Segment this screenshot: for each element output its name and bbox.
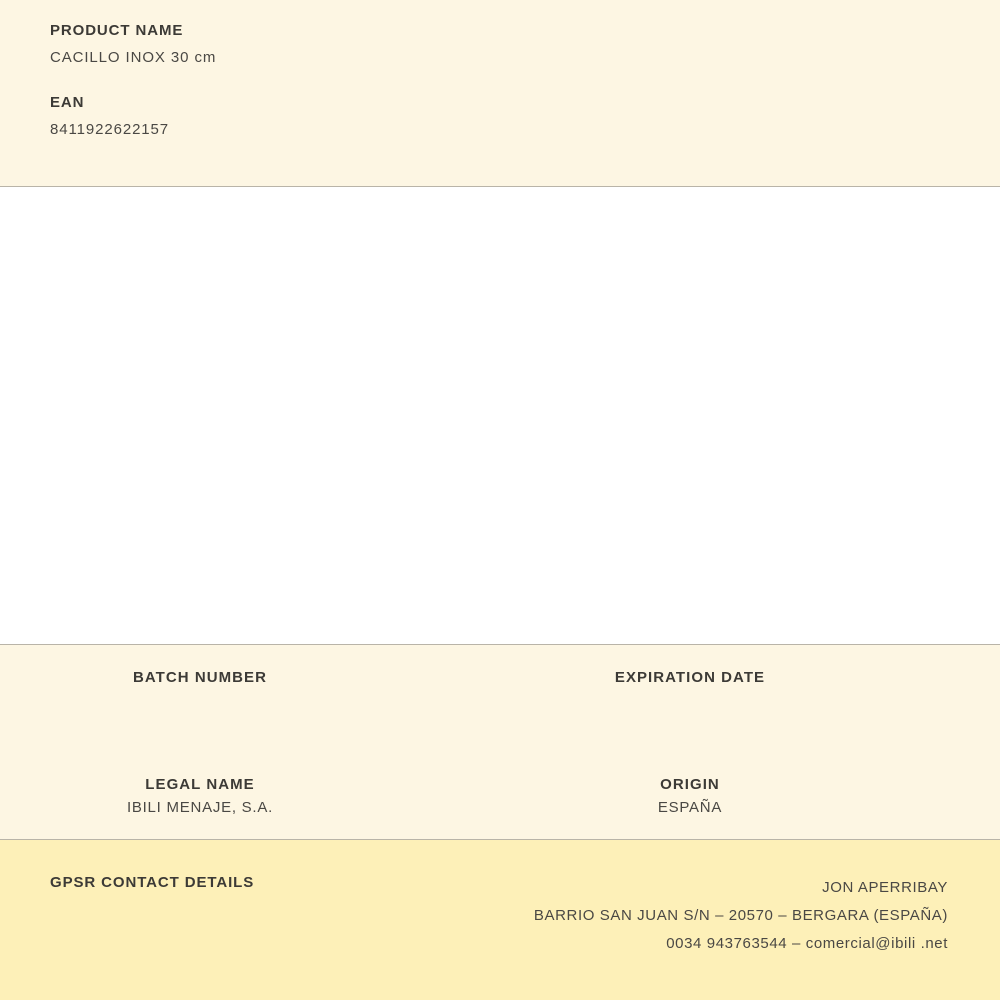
legal-name-label: LEGAL NAME — [145, 776, 255, 793]
ean-value: 8411922622157 — [50, 121, 170, 138]
gpsr-contact-name: JON APERRIBAY — [822, 879, 948, 896]
expiration-date-label: EXPIRATION DATE — [614, 669, 766, 686]
gpsr-contact-details — [534, 874, 948, 958]
product-name-label: PRODUCT NAME — [50, 22, 184, 39]
origin-value: ESPAÑA — [657, 799, 723, 816]
product-name-value: CACILLO INOX 30 cm — [50, 49, 217, 66]
product-name-field — [50, 22, 950, 66]
product-image-area — [0, 187, 1000, 645]
batch-number-label: BATCH NUMBER — [133, 669, 267, 686]
expiration-date-field — [500, 669, 1000, 710]
origin-label: ORIGIN — [660, 776, 720, 793]
product-header-block — [0, 0, 1000, 187]
batch-number-value — [0, 692, 400, 710]
gpsr-footer — [0, 840, 1000, 1000]
ean-label: EAN — [50, 94, 85, 111]
details-row-batch — [0, 669, 1000, 710]
details-row-legal — [0, 776, 1000, 817]
gpsr-contact-title: GPSR CONTACT DETAILS — [50, 874, 255, 891]
gpsr-contact-address: BARRIO SAN JUAN S/N – 20570 – BERGARA (ESPAÑA) — [533, 907, 948, 924]
expiration-date-value — [500, 692, 880, 710]
legal-name-field — [0, 776, 500, 817]
legal-name-value: IBILI MENAJE, S.A. — [126, 799, 274, 816]
batch-number-field — [0, 669, 500, 710]
product-details-block — [0, 645, 1000, 840]
origin-field — [500, 776, 1000, 817]
gpsr-contact-phone-email: 0034 943763544 – comercial@ibili .net — [666, 935, 948, 952]
ean-field — [50, 94, 950, 138]
